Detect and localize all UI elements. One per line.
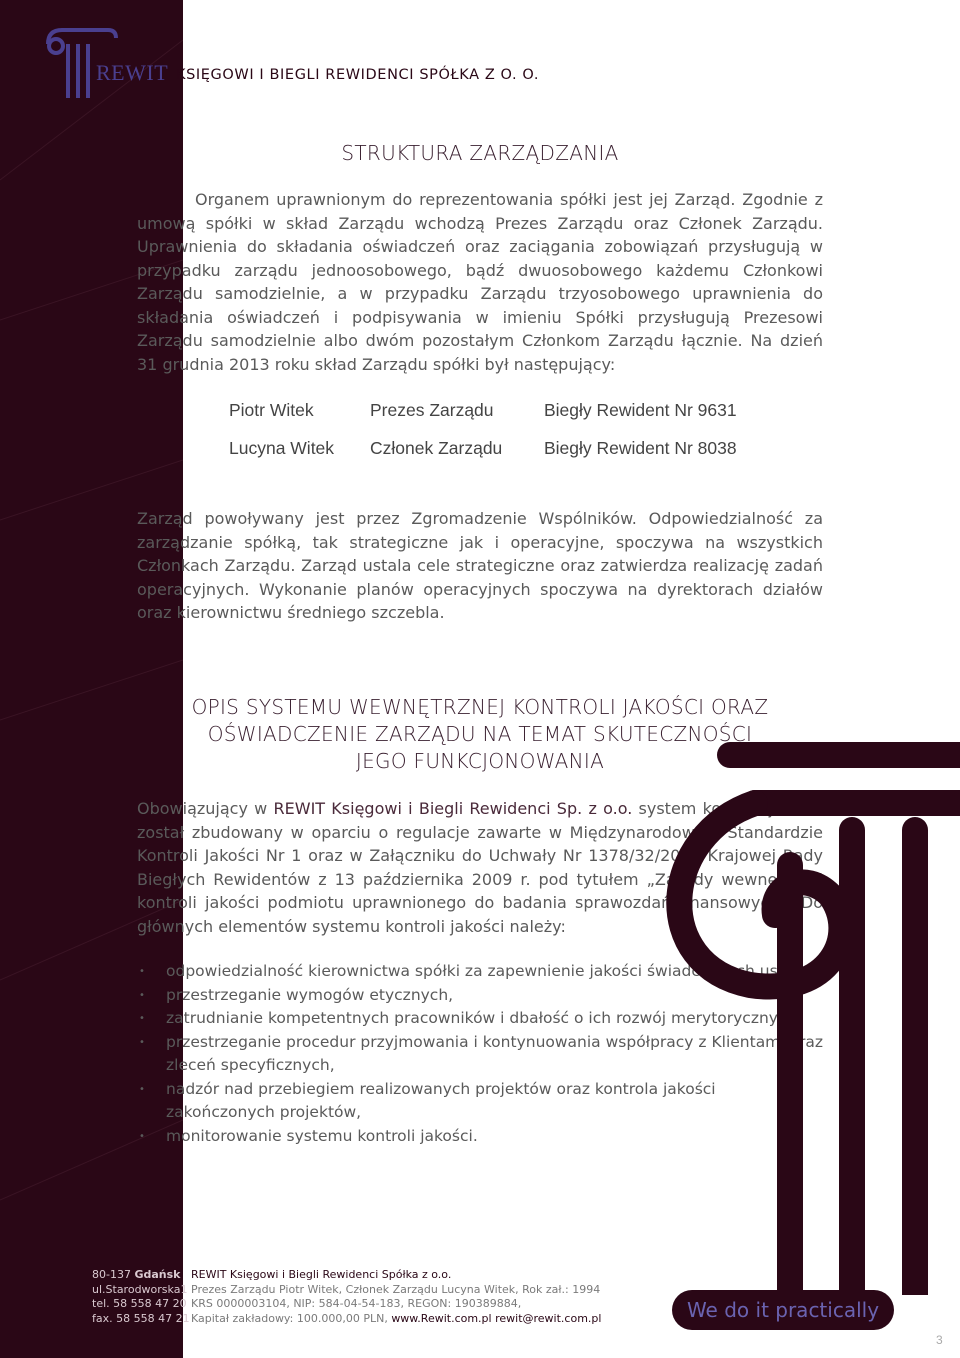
company-name: KSIĘGOWI I BIEGLI REWIDENCI SPÓŁKA Z O. O.	[176, 67, 540, 83]
intro-before: Obowiązujący w	[137, 799, 274, 818]
list-item-text: nadzór nad przebiegiem realizowanych projektów oraz kontrola jakości zakończonych projektów,	[166, 1079, 716, 1121]
list-item-text: przestrzeganie wymogów etycznych,	[166, 985, 454, 1004]
footer-company-info	[191, 1268, 601, 1326]
board-member-title: Biegły Rewident Nr 9631	[544, 400, 737, 420]
board-member-name: Piotr Witek	[229, 400, 314, 420]
board-member-role: Członek Zarządu	[370, 438, 503, 458]
logo-text: REWIT	[96, 60, 169, 85]
footer-postal: 80-137	[92, 1268, 131, 1281]
column-scroll-decoration	[630, 735, 960, 1295]
board-member-role: Prezes Zarządu	[370, 400, 494, 420]
bullet-dot: •	[139, 1036, 145, 1048]
list-item-text: przestrzeganie procedur przyjmowania i kontynuowania współpracy z Klientami oraz zleceń specyficznych,	[166, 1032, 824, 1074]
list-item-text: monitorowanie systemu kontroli jakości.	[166, 1126, 478, 1145]
slogan-badge: We do it practically	[672, 1290, 894, 1330]
section-title-quality-line1: OPIS SYSTEMU WEWNĘTRZNEJ KONTROLI JAKOŚCI ORAZ	[191, 695, 769, 719]
bullet-dot: •	[139, 966, 145, 977]
rewit-logo	[42, 22, 177, 102]
footer-web-link[interactable]: www.Rewit.com.pl rewit@rewit.com.pl	[391, 1311, 602, 1325]
bullet-dot: •	[139, 989, 145, 1001]
section-title-structure: STRUKTURA ZARZĄDZANIA	[341, 141, 619, 165]
footer-company: REWIT Księgowi i Biegli Rewidenci Spółka z o.o.	[191, 1268, 452, 1281]
board-member-title: Biegły Rewident Nr 8038	[544, 438, 737, 458]
structure-paragraph: Organem uprawnionym do reprezentowania spółki jest jej Zarząd. Zgodnie z umową spółki w skład Zarządu wchodzą Prezes Zarządu oraz Członek Zarządu. Uprawnienia do składania oświadczeń oraz zaciągania zobowiązań przysługują w przypadku zarządu jednoosobowego, bądź dwuosobowego każdemu Członkowi Zarządu samodzielnie, a w przypadku Zarządu trzyosobowego uprawnienia do składania oświadczeń i podpisywania w imieniu Spółki przysługują Prezesowi Zarządu samodzielnie albo dwóm pozostałym Członkom Zarządu łącznie. Na dzień 31 grudnia 2013 roku skład Zarządu spółki był następujący:	[137, 190, 823, 374]
footer-fax: fax. 58 558 47 21	[92, 1311, 190, 1325]
page-number: 3	[936, 1333, 943, 1347]
bullet-dot: •	[139, 1083, 145, 1095]
section-title-quality-line3: JEGO FUNKCJONOWANIA	[355, 749, 605, 773]
section-title-quality-line2: OŚWIADCZENIE ZARZĄDU NA TEMAT SKUTECZNOŚCI	[207, 722, 753, 746]
intro-after: system kontroli jakości został zbudowany w oparciu o regulacje zawarte w Międzynarodowym Standardzie Kontroli Jakości Nr 1 oraz w Załączniku do Uchwały Nr 1378/32/2009 Krajowej Rady Biegłych Rewidentów z 13 października 2009 r. pod tytułem „Zasady wewnętrznej kontroli jakości podmiotu uprawnionego do badania sprawozdań finansowych”. Do głównych elementów systemu kontroli jakości należy:	[137, 799, 824, 936]
footer-city: Gdańsk	[134, 1268, 181, 1281]
management-paragraph: Zarząd powoływany jest przez Zgromadzenie Wspólników. Odpowiedzialność za zarządzanie spółką, tak strategiczne jak i operacyjne, spoczywa na wszystkich Członkach Zarządu. Zarząd ustala cele strategiczne oraz zatwierdza realizację zadań operacyjnych. Wykonanie planów operacyjnych spoczywa na dyrektorach działów oraz kierownictwu średniego szczebla.	[137, 509, 823, 622]
list-item-text: zatrudnianie kompetentnych pracowników i dbałość o ich rozwój merytoryczny,	[166, 1009, 783, 1027]
footer-address	[92, 1268, 190, 1326]
footer-line3: KRS 0000003104, NIP: 584-04-54-183, REGON: 190389884,	[191, 1297, 522, 1310]
bullet-dot: •	[139, 1130, 145, 1142]
footer-line2: Prezes Zarządu Piotr Witek, Członek Zarządu Lucyna Witek, Rok zał.: 1994	[191, 1282, 601, 1296]
footer-line4: Kapitał zakładowy: 100.000,00 PLN,	[191, 1311, 392, 1325]
board-member-name: Lucyna Witek	[229, 438, 335, 458]
footer-street: ul.Starodworska1	[92, 1282, 188, 1296]
footer-tel: tel. 58 558 47 20	[92, 1297, 187, 1310]
list-item-text: odpowiedzialność kierownictwa spółki za zapewnienie jakości świadczonych usług,	[166, 962, 807, 980]
bullet-dot: •	[139, 1013, 145, 1024]
intro-company: REWIT Księgowi i Biegli Rewidenci Sp. z o.o.	[273, 799, 633, 818]
